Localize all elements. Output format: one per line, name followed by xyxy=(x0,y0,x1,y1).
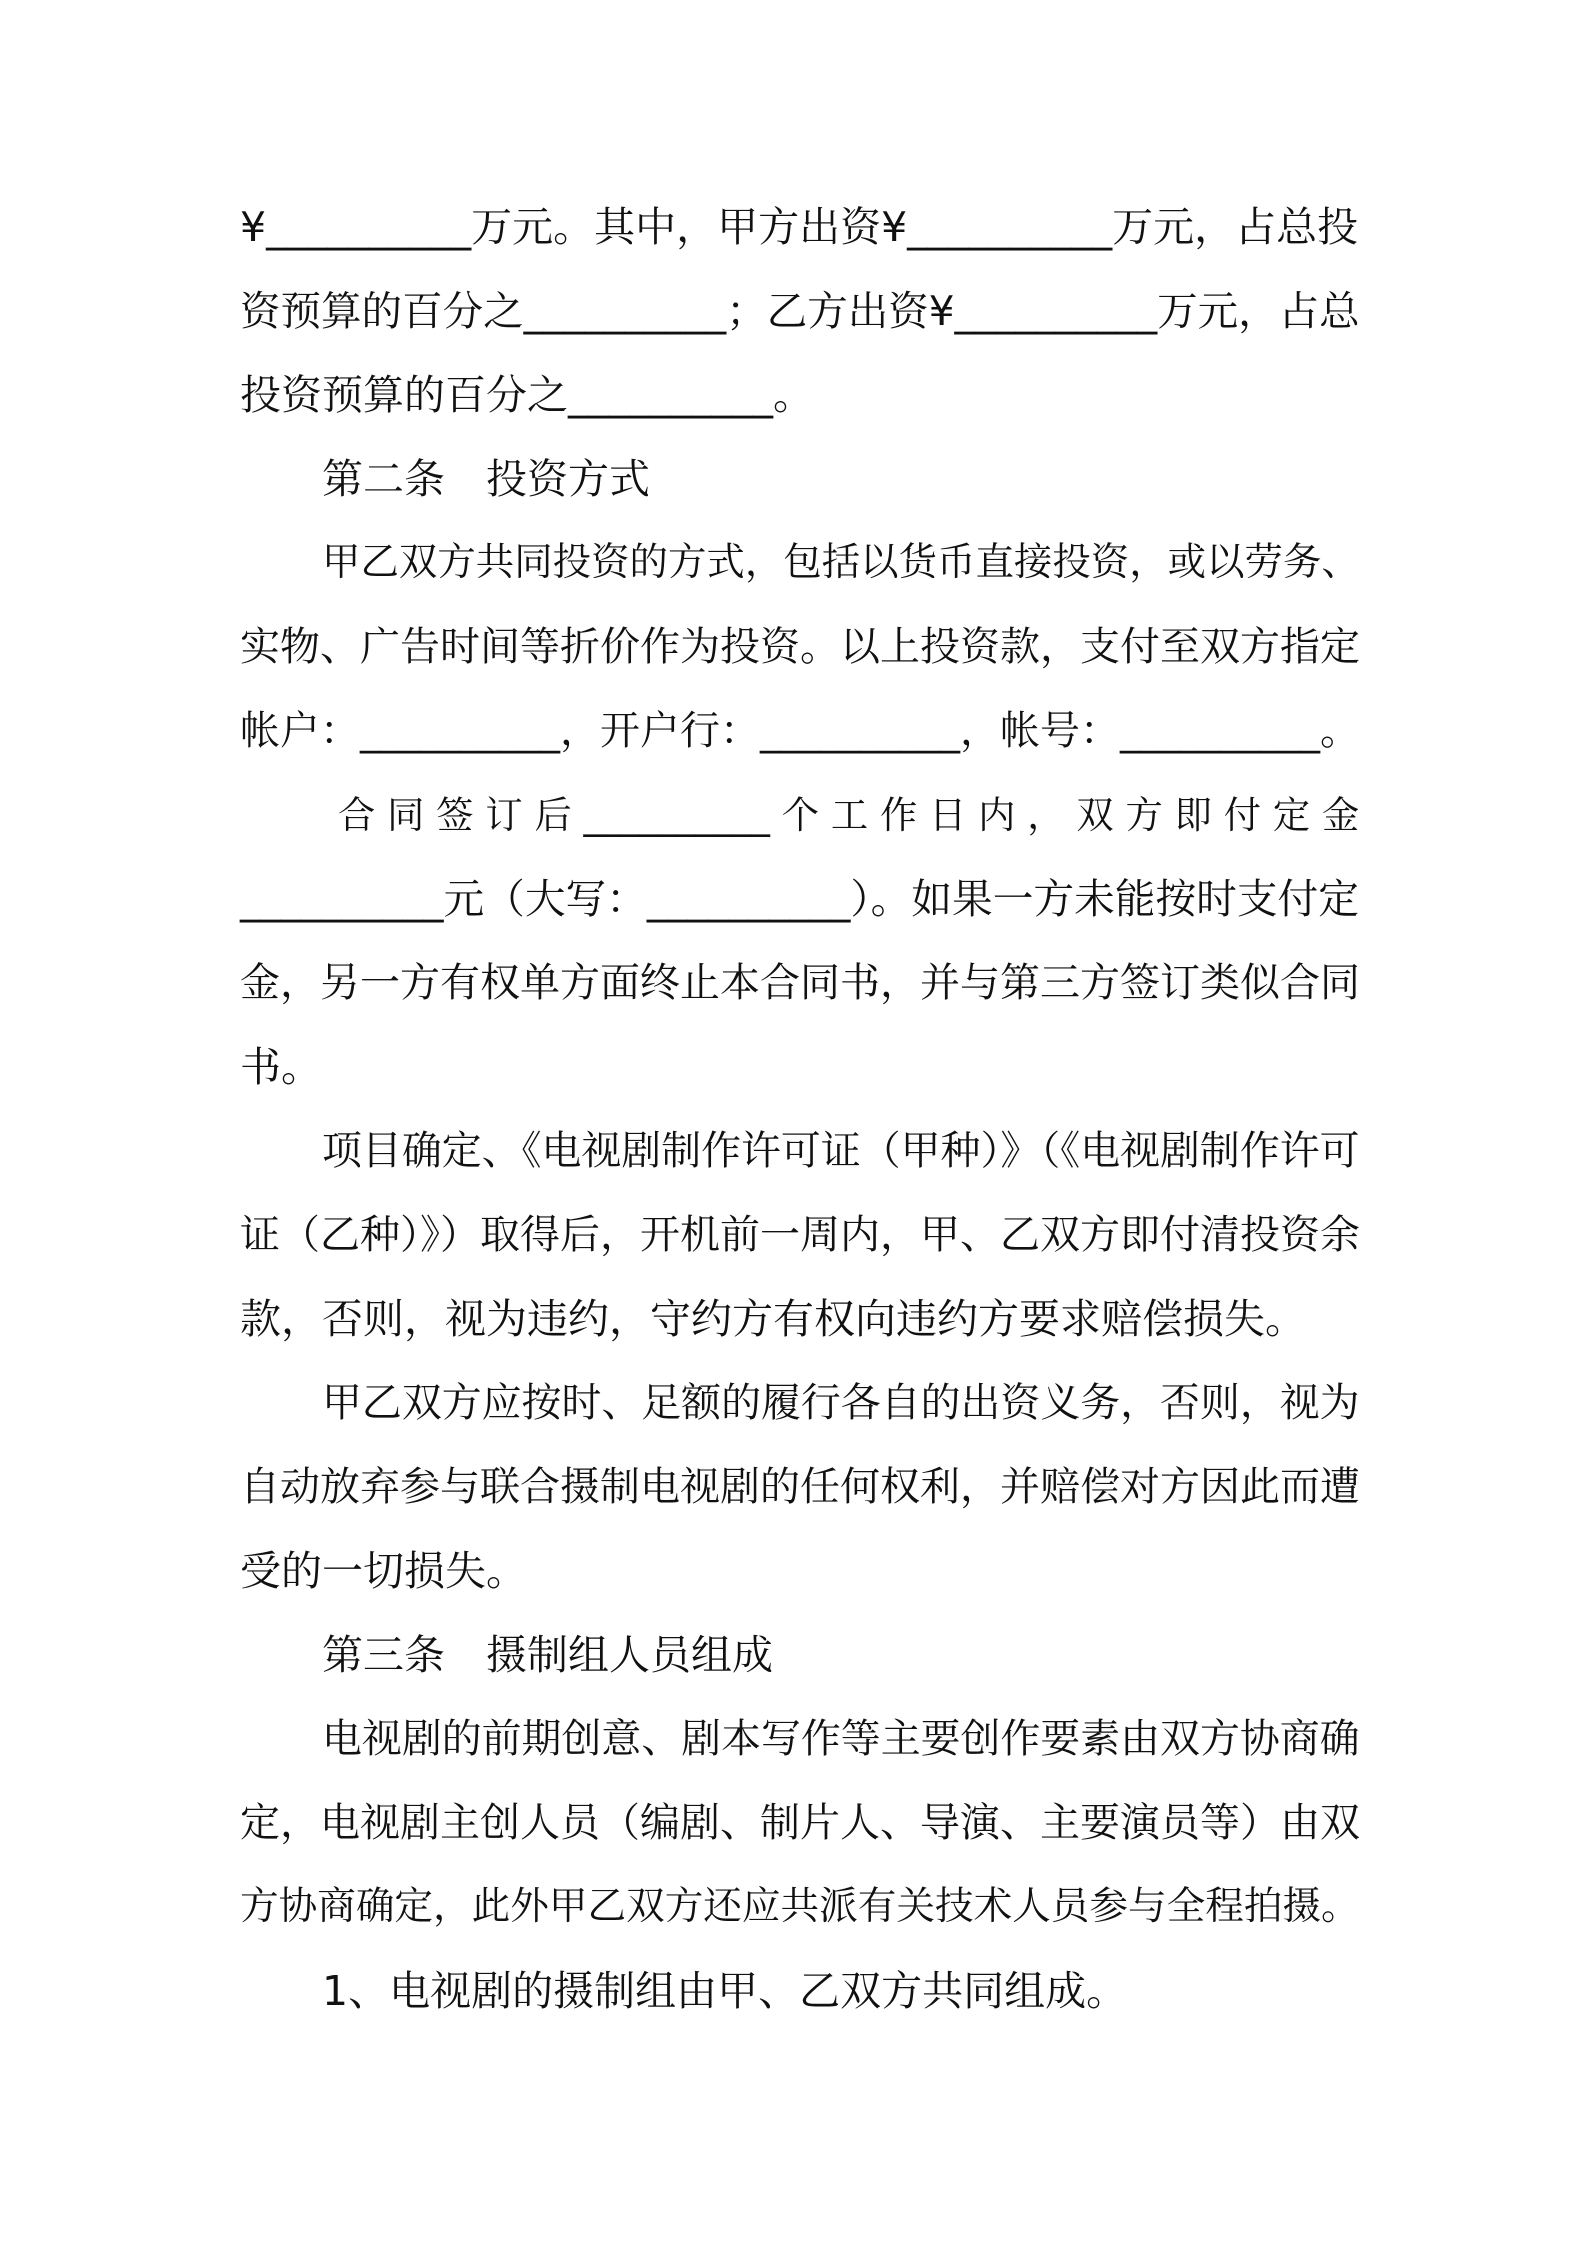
text-line-19: 电视剧的前期创意、剧本写作等主要创作要素由双方协商确 xyxy=(322,1716,1360,1762)
text-line-10: 金，另一方有权单方面终止本合同书，并与第三方签订类似合同 xyxy=(240,960,1360,1006)
text-line-1: ¥__________万元。其中，甲方出资¥__________万元，占总投 xyxy=(240,203,1359,251)
text-line-6: 实物、广告时间等折价作为投资。以上投资款，支付至双方指定 xyxy=(240,624,1360,670)
text-line-3: 投资预算的百分之__________。 xyxy=(240,371,814,419)
section-heading-3: 第三条 摄制组人员组成 xyxy=(322,1631,773,1679)
section-heading-2: 第二条 投资方式 xyxy=(322,455,650,503)
text-line-14: 款，否则，视为违约，守约方有权向违约方要求赔偿损失。 xyxy=(240,1295,1306,1343)
text-line-15: 甲乙双方应按时、足额的履行各自的出资义务，否则，视为 xyxy=(322,1380,1360,1426)
text-line-11: 书。 xyxy=(240,1043,322,1091)
text-line-13: 证（乙种）》）取得后，开机前一周内，甲、乙双方即付清投资余 xyxy=(240,1212,1360,1258)
text-line-16: 自动放弃参与联合摄制电视剧的任何权利，并赔偿对方因此而遭 xyxy=(240,1464,1360,1510)
text-line-5: 甲乙双方共同投资的方式，包括以货币直接投资，或以劳务、 xyxy=(322,540,1360,585)
text-line-8: 合 同 签 订 后 __________ 个 工 作 日 内 ， 双 方 即 付 定 金 xyxy=(338,793,1360,837)
text-line-9: __________元（大写：__________）。如果一方未能按时支付定 xyxy=(240,875,1359,923)
text-line-7: 帐户：__________，开户行：__________，帐号：__________。 xyxy=(240,708,1360,754)
text-line-2: 资预算的百分之__________；乙方出资¥__________万元，占总 xyxy=(240,287,1360,335)
text-line-20: 定，电视剧主创人员（编剧、制片人、导演、主要演员等）由双 xyxy=(240,1800,1360,1846)
text-line-12: 项目确定、《电视剧制作许可证（甲种）》（《电视剧制作许可 xyxy=(322,1128,1360,1174)
text-line-22: 1、电视剧的摄制组由甲、乙双方共同组成。 xyxy=(322,1967,1128,2015)
text-line-21: 方协商确定，此外甲乙双方还应共派有关技术人员参与全程拍摄。 xyxy=(240,1884,1360,1929)
text-line-17: 受的一切损失。 xyxy=(240,1547,527,1595)
